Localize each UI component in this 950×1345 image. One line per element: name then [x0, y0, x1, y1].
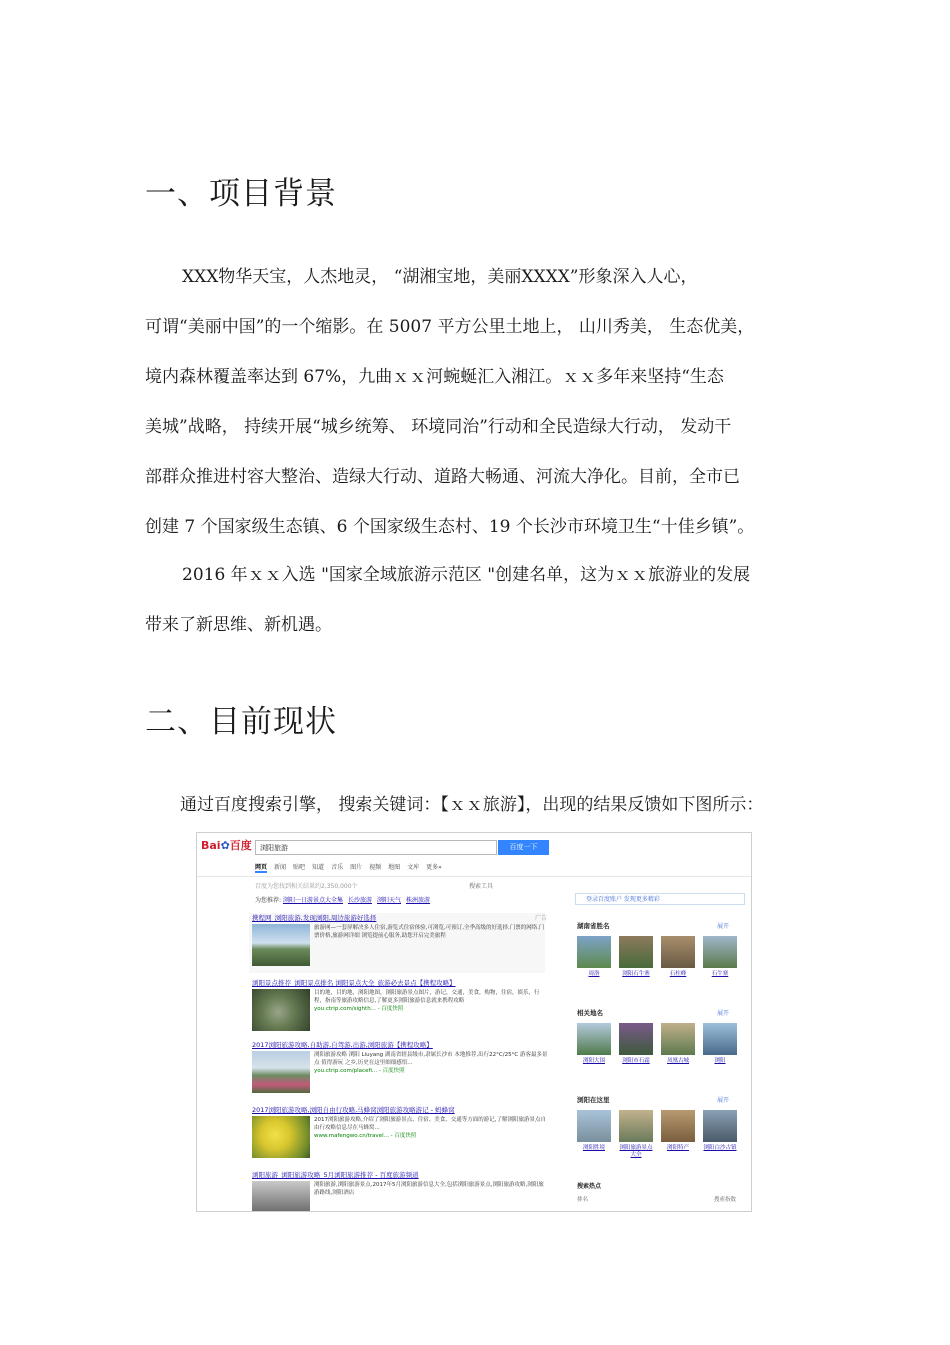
- paragraph-line: 部群众推进村容大整治、造绿大行动、道路大畅通、河流大净化。目前，全市已: [145, 467, 740, 487]
- place-image[interactable]: [577, 936, 611, 968]
- search-header: [197, 833, 751, 861]
- place-caption[interactable]: 浏阳旅游景点大全: [619, 1145, 653, 1158]
- search-tabs: [255, 862, 449, 874]
- place-image[interactable]: [577, 1023, 611, 1055]
- search-tools-link[interactable]: 搜索工具: [469, 883, 494, 890]
- place-caption[interactable]: 石柱峰: [669, 971, 687, 977]
- tab-video[interactable]: 视频: [369, 864, 382, 871]
- search-result: [252, 1170, 552, 1196]
- place-image[interactable]: [619, 936, 653, 968]
- place-caption[interactable]: 浏阳白沙古镇: [703, 1145, 737, 1151]
- result-url[interactable]: you.ctrip.com/sighth... - 百度快照: [314, 1006, 404, 1012]
- expand-link[interactable]: 展开: [717, 923, 730, 930]
- place-caption[interactable]: 周洛: [588, 971, 600, 977]
- place-image[interactable]: [619, 1110, 653, 1142]
- result-thumbnail[interactable]: [252, 1116, 310, 1158]
- result-title[interactable]: 携程网_浏阳旅游,发现浏阳,周边旅游好选择: [252, 914, 377, 922]
- result-desc: 2017浏阳旅游攻略,介绍了浏阳旅游景点、住宿、美食、交通等方面的游记,了解浏阳旅游景点自由行攻略信息尽在马蜂窝... www.mafengwo.cn/travel... - 百度快照: [314, 1117, 546, 1139]
- result-desc: 目的地，目的地，浏阳地图，浏阳旅游景点图片，游记，交通，美食，购物，住宿，娱乐，行程，指南等旅游攻略信息,了解更多浏阳旅游信息就来携程攻略 you.ctrip.com/sighth... - 百度快照: [314, 990, 540, 1012]
- place-image[interactable]: [661, 1110, 695, 1142]
- login-bar[interactable]: 登录百度账户 发现更多精彩: [575, 893, 745, 905]
- paragraph-line: 带来了新思维、新机遇。: [145, 615, 332, 635]
- hot-search-header: [577, 1195, 742, 1203]
- recommend-bar: [255, 895, 435, 904]
- paragraph-line: 创建 7 个国家级生态镇、6 个国家级生态村、19 个长沙市环境卫生“十佳乡镇”。: [145, 517, 755, 537]
- place-image[interactable]: [703, 936, 737, 968]
- place-image[interactable]: [703, 1023, 737, 1055]
- tab-web[interactable]: 网页: [255, 864, 268, 871]
- recommend-link[interactable]: 株洲旅游: [406, 897, 431, 904]
- tab-tieba[interactable]: 贴吧: [293, 864, 306, 871]
- search-result: [252, 1105, 552, 1139]
- expand-link[interactable]: 展开: [717, 1010, 730, 1017]
- tab-wenku[interactable]: 文库: [407, 864, 420, 871]
- paragraph-line: 美城”战略， 持续开展“城乡统筹、 环境同治”行动和全民造绿大行动， 发动干: [145, 417, 732, 437]
- tab-more[interactable]: 更多»: [426, 864, 442, 871]
- search-result: [252, 1040, 552, 1074]
- place-image[interactable]: [577, 1110, 611, 1142]
- baidu-search-screenshot: [196, 832, 752, 1212]
- search-result: [252, 978, 552, 1012]
- place-caption[interactable]: 浏阳: [714, 1058, 726, 1064]
- result-desc: 浏阳旅游,浏阳旅游景点,2017年5月浏阳旅游信息大全,包括浏阳旅游景点,浏阳旅游攻略,浏阳旅游路线,浏阳酒店: [314, 1182, 544, 1196]
- result-title[interactable]: 2017浏阳旅游攻略,浏阳自由行攻略,马蜂窝浏阳旅游攻略游记 - 蚂蜂窝: [252, 1106, 455, 1114]
- result-title[interactable]: 浏阳旅游_浏阳旅游攻略_5月浏阳旅游推荐 - 百度旅游频道: [252, 1171, 419, 1179]
- search-button[interactable]: 百度一下: [498, 840, 549, 855]
- place-caption[interactable]: 浏阳特产: [666, 1145, 689, 1151]
- place-caption[interactable]: 浏阳市石霜: [622, 1058, 650, 1064]
- recommend-link[interactable]: 长沙旅游: [347, 897, 372, 904]
- place-caption[interactable]: 石牛寨: [711, 971, 729, 977]
- recommend-link[interactable]: 浏阳一日游景点大全集: [282, 897, 343, 904]
- logo-cn: 百度: [229, 839, 252, 852]
- search-input[interactable]: 浏阳旅游: [255, 840, 497, 855]
- heading-current-status: 二、目前现状: [145, 704, 337, 740]
- paragraph-line: 境内森林覆盖率达到 67%，九曲ｘｘ河蜿蜒汇入湘江。ｘｘ多年来坚持“生态: [145, 367, 724, 387]
- expand-link[interactable]: 展开: [717, 1097, 730, 1104]
- result-thumbnail[interactable]: [252, 1181, 310, 1212]
- tab-images[interactable]: 图片: [350, 864, 363, 871]
- result-thumbnail[interactable]: [252, 924, 310, 966]
- result-count: 百度为您找到相关结果约2,350,000个: [255, 883, 358, 890]
- result-url[interactable]: www.mafengwo.cn/travel... - 百度快照: [314, 1133, 417, 1139]
- place-image[interactable]: [703, 1110, 737, 1142]
- divider: [197, 876, 751, 877]
- group-title: 相关地名: [577, 1009, 603, 1017]
- hot-rank-label: 排名: [577, 1197, 589, 1203]
- place-caption[interactable]: 凤凰古城: [666, 1058, 689, 1064]
- tab-music[interactable]: 音乐: [331, 864, 344, 871]
- intro-line: 通过百度搜索引擎， 搜索关键词：【ｘｘ旅游】，出现的结果反馈如下图所示：: [180, 795, 764, 815]
- paragraph-line: 可谓“美丽中国”的一个缩影。在 5007 平方公里土地上， 山川秀美， 生态优美，: [145, 317, 755, 337]
- group-title: 浏阳在这里: [577, 1096, 610, 1104]
- place-image[interactable]: [661, 1023, 695, 1055]
- place-caption[interactable]: 浏阳石牛寨: [622, 971, 650, 977]
- paw-icon: ✿: [220, 839, 230, 852]
- result-thumbnail[interactable]: [252, 989, 310, 1031]
- tab-zhidao[interactable]: 知道: [312, 864, 325, 871]
- result-desc: 浏阳旅游攻略 浏阳 Liuyang 湖南省辖县级市,隶属长沙市 本地推荐,出行22°C/25°C 游客最多景点 值得游玩 之乡,历史在这里细细感悟... you.ctrip.com/placefi... - 百度快照: [314, 1052, 548, 1074]
- ad-label: 广告: [535, 915, 548, 922]
- recommend-link[interactable]: 浏阳天气: [376, 897, 401, 904]
- group-title: 湖南省胜名: [577, 922, 610, 930]
- tab-news[interactable]: 新闻: [274, 864, 287, 871]
- paragraph-line: 2016 年ｘｘ入选 "国家全域旅游示范区 "创建名单，这为ｘｘ旅游业的发展: [182, 565, 751, 585]
- place-caption[interactable]: 浏阳大围: [582, 1058, 605, 1064]
- hot-index-label: 搜索指数: [713, 1197, 736, 1203]
- paragraph-line: XXX物华天宝，人杰地灵， “湖湘宝地，美丽XXXX”形象深入人心，: [182, 267, 698, 287]
- result-title[interactable]: 浏阳景点推荐_浏阳景点排名 浏阳景点大全_旅游必去景点【携程攻略】: [252, 979, 456, 987]
- place-image[interactable]: [661, 936, 695, 968]
- recommend-label: 为您推荐:: [255, 897, 282, 904]
- baidu-logo: [201, 837, 252, 853]
- heading-project-background: 一、项目背景: [145, 176, 337, 212]
- search-result: [252, 913, 552, 939]
- place-caption[interactable]: 浏阳胜境: [582, 1145, 605, 1151]
- result-title[interactable]: 2017浏阳旅游攻略,自助游,自驾游,出游,浏阳旅游【携程攻略】: [252, 1041, 433, 1049]
- result-desc: 旅游网—一套屏解决多人住宿,游览式住宿体验,可浏览,可预订,全季高级的好选择.门票的网络.门票价格,旅游网详细 浏览提前心服务,助您开启完美旅程: [314, 925, 545, 939]
- tab-map[interactable]: 地图: [388, 864, 401, 871]
- place-image[interactable]: [619, 1023, 653, 1055]
- logo-text: Bai: [201, 839, 221, 852]
- result-thumbnail[interactable]: [252, 1051, 310, 1093]
- result-url[interactable]: you.ctrip.com/placefi... - 百度快照: [314, 1068, 405, 1074]
- hot-search-title: 搜索热点: [577, 1183, 602, 1190]
